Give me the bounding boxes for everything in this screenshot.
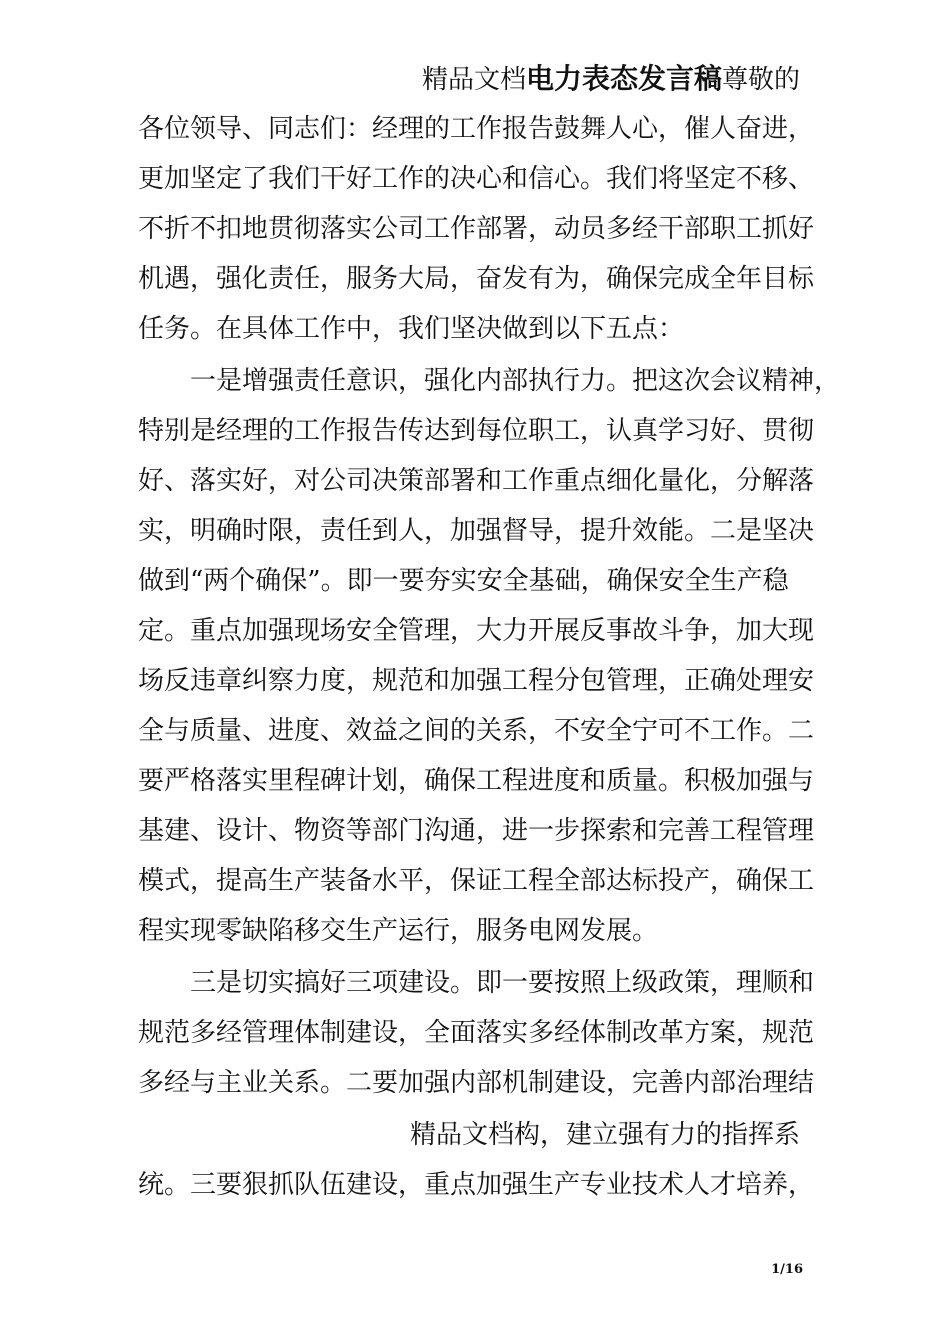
paragraph-start-line: 三是切实搞好三项建设。即一要按照上级政策，理顺和 (190, 968, 815, 998)
text-line: 模式，提高生产装备水平，保证工程全部达标投产，确保工 (138, 866, 815, 896)
text-line: 实，明确时限，责任到人，加强督导，提升效能。二是坚决 (138, 516, 815, 546)
text-line: 要严格落实里程碑计划，确保工程进度和质量。积极加强与 (138, 766, 815, 796)
text-line: 规范多经管理体制建设，全面落实多经体制改革方案，规范 (138, 1018, 815, 1048)
page-number: 1/16 (771, 1262, 803, 1277)
document-title: 电力表态发言稿 (525, 62, 722, 95)
text-line: 做到“两个确保”。即一要夯实安全基础，确保安全生产稳 (138, 566, 789, 596)
text-line: 更加坚定了我们干好工作的决心和信心。我们将坚定不移、 (138, 164, 815, 194)
header-prefix: 精品文档 (421, 65, 526, 95)
text-line: 特别是经理的工作报告传达到每位职工，认真学习好、贯彻 (138, 416, 815, 446)
text-line: 定。重点加强现场安全管理，大力开展反事故斗争，加大现 (138, 616, 815, 646)
text-line: 统。三要狠抓队伍建设，重点加强生产专业技术人才培养， (138, 1170, 815, 1200)
title-suffix: 尊敬的 (721, 65, 800, 95)
text-line: 机遇，强化责任，服务大局，奋发有为，确保完成全年目标 (138, 264, 815, 294)
text-line: 任务。在具体工作中，我们坚决做到以下五点： (138, 314, 685, 344)
text-line: 基建、设计、物资等部门沟通，进一步探索和完善工程管理 (138, 816, 815, 846)
header-line (0, 62, 800, 97)
text-line: 各位领导、同志们：经理的工作报告鼓舞人心，催人奋进， (138, 114, 815, 144)
text-line: 好、落实好，对公司决策部署和工作重点细化量化，分解落 (138, 466, 815, 496)
footer-header-line: 精品文档构，建立强有力的指挥系 (409, 1120, 800, 1150)
text-line: 程实现零缺陷移交生产运行，服务电网发展。 (138, 916, 659, 946)
text-line: 不折不扣地贯彻落实公司工作部署，动员多经干部职工抓好 (138, 214, 815, 244)
text-line: 多经与主业关系。二要加强内部机制建设，完善内部治理结 (138, 1068, 815, 1098)
paragraph-start-line: 一是增强责任意识，强化内部执行力。把这次会议精神， (190, 366, 841, 396)
text-line: 场反违章纠察力度，规范和加强工程分包管理，正确处理安 (138, 666, 815, 696)
text-line: 全与质量、进度、效益之间的关系，不安全宁可不工作。二 (138, 716, 815, 746)
